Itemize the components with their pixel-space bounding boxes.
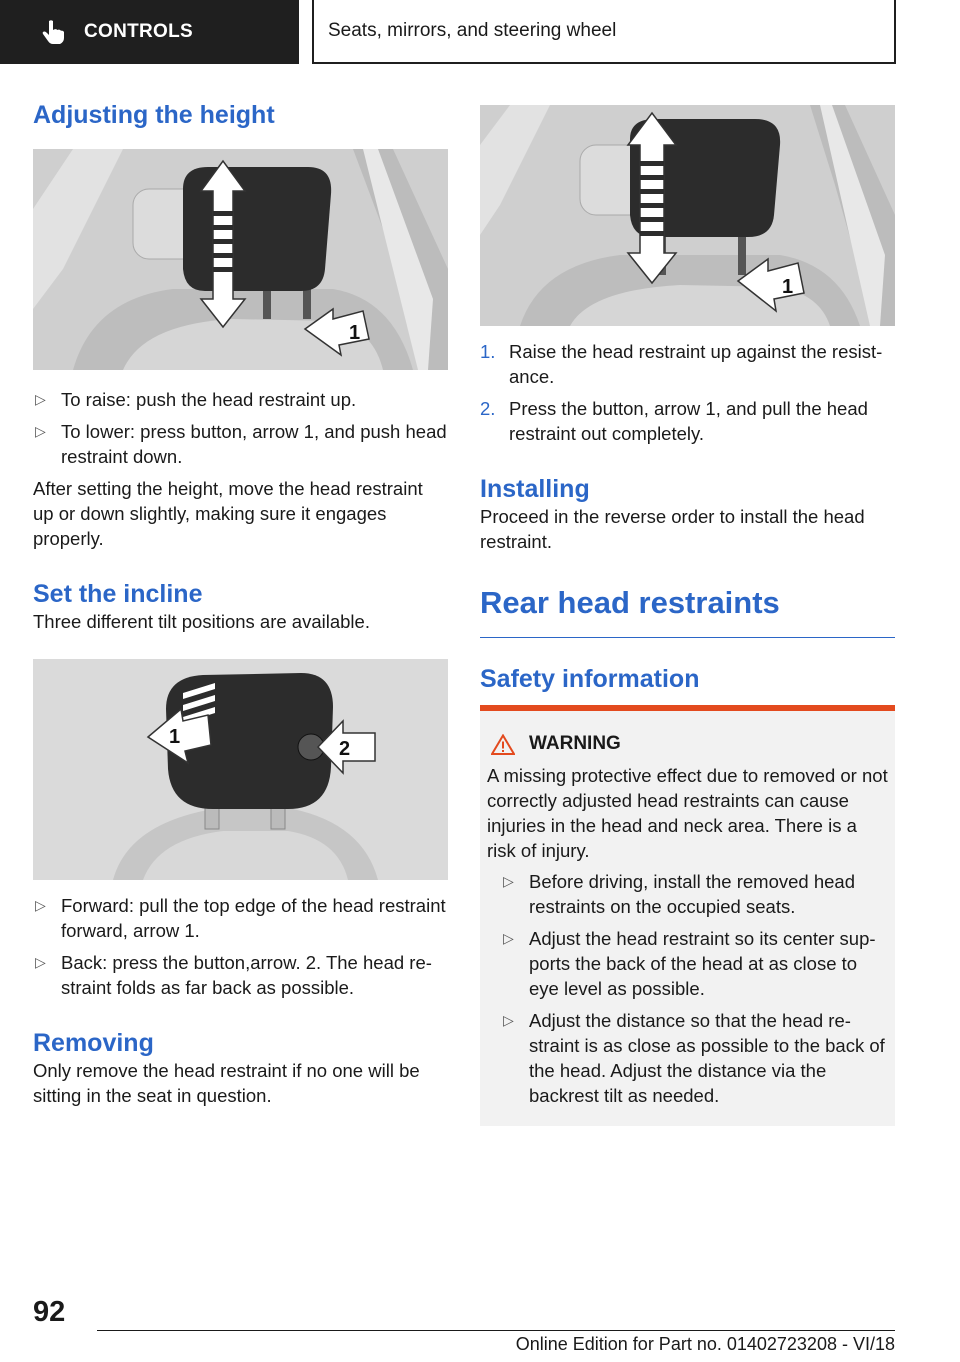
figure-height-illustration bbox=[33, 149, 448, 370]
figure-incline-illustration bbox=[33, 659, 448, 880]
safety-heading-wrap bbox=[480, 664, 895, 694]
footer-edition: Online Edition for Part no. 01402723208 - VI/18 bbox=[515, 1334, 895, 1354]
triangle-bullet-icon: ▷ bbox=[503, 873, 514, 889]
height-section bbox=[33, 387, 448, 634]
warning-box bbox=[480, 705, 895, 1126]
list-item: ▷ Back: press the button,arrow. 2. The head restraint folds as far back as possible. bbox=[35, 952, 432, 998]
header-section-label: CONTROLS bbox=[84, 21, 194, 42]
figure-height-arrow-label: 1 bbox=[349, 322, 361, 344]
warning-bullet-list bbox=[501, 869, 888, 1108]
left-column bbox=[33, 100, 448, 130]
header-chapter-label: Seats, mirrors, and steering wheel bbox=[328, 20, 617, 41]
heading-rear-head-restraints: Rear head restraints bbox=[480, 585, 780, 620]
list-item: 1. Raise the head restraint up against the resistance. bbox=[480, 341, 883, 387]
triangle-bullet-icon: ▷ bbox=[35, 423, 46, 439]
list-item: ▷ To lower: press button, arrow 1, and push head restraint down. bbox=[35, 421, 447, 467]
heading-installing: Installing bbox=[480, 475, 590, 503]
triangle-bullet-icon: ▷ bbox=[35, 391, 46, 407]
figure-height-adjust bbox=[33, 149, 448, 370]
height-paragraph: After setting the height, move the head restraint up or down slightly, making sure it engages properly. bbox=[33, 478, 423, 549]
warning-triangle-icon bbox=[491, 734, 515, 755]
list-item: ▷ To raise: push the head restraint up. bbox=[35, 389, 357, 410]
list-item: ▷ Before driving, install the removed head restraints on the occupied seats. bbox=[503, 871, 855, 917]
heading-safety-information: Safety information bbox=[480, 665, 700, 693]
heading-set-incline: Set the incline bbox=[33, 580, 203, 608]
warning-paragraph: A missing protective effect due to removed or not correctly adjusted head restraints can cause injuries in the head and neck area. There is a risk of injury. bbox=[487, 765, 888, 861]
triangle-bullet-icon: ▷ bbox=[503, 930, 514, 946]
figure-incline-arrow2-label: 2 bbox=[339, 738, 351, 760]
figure-removal bbox=[480, 105, 895, 326]
footer-divider bbox=[97, 1330, 895, 1331]
removal-steps-list bbox=[480, 339, 895, 446]
figure-incline bbox=[33, 659, 448, 880]
heading-adjusting-height: Adjusting the height bbox=[33, 101, 275, 129]
removal-steps-section bbox=[480, 339, 895, 622]
heading-removing: Removing bbox=[33, 1029, 154, 1057]
list-item: ▷ Adjust the distance so that the head restraint is as close as possible to the back of the head. Adjust the distance via the backrest tilt as needed. bbox=[503, 1010, 885, 1106]
page-number: 92 bbox=[33, 1296, 66, 1328]
incline-section bbox=[33, 893, 448, 1108]
header-section-tab bbox=[0, 0, 299, 64]
removing-paragraph: Only remove the head restraint if no one will be sitting in the seat in question. bbox=[33, 1060, 420, 1106]
list-item: ▷ Forward: pull the top edge of the head restraint forward, arrow 1. bbox=[35, 895, 446, 941]
height-bullet-list bbox=[33, 387, 448, 469]
section-divider bbox=[480, 637, 895, 638]
triangle-bullet-icon: ▷ bbox=[35, 954, 46, 970]
figure-removal-arrow-label: 1 bbox=[782, 276, 794, 298]
incline-bullet-list bbox=[33, 893, 448, 1000]
hand-pointer-icon bbox=[38, 17, 68, 47]
header-chapter bbox=[312, 0, 896, 64]
list-item: ▷ Adjust the head restraint so its center supports the back of the head at as close to eye level as possible. bbox=[503, 928, 876, 999]
figure-removal-illustration bbox=[480, 105, 895, 326]
figure-incline-arrow1-label: 1 bbox=[169, 726, 181, 748]
triangle-bullet-icon: ▷ bbox=[35, 897, 46, 913]
warning-title bbox=[491, 733, 888, 755]
list-item: 2. Press the button, arrow 1, and pull the head restraint out completely. bbox=[480, 398, 868, 444]
triangle-bullet-icon: ▷ bbox=[503, 1012, 514, 1028]
installing-paragraph: Proceed in the reverse order to install the head restraint. bbox=[480, 506, 865, 552]
warning-title-label: WARNING bbox=[529, 733, 621, 754]
incline-paragraph: Three different tilt positions are available. bbox=[33, 611, 370, 632]
